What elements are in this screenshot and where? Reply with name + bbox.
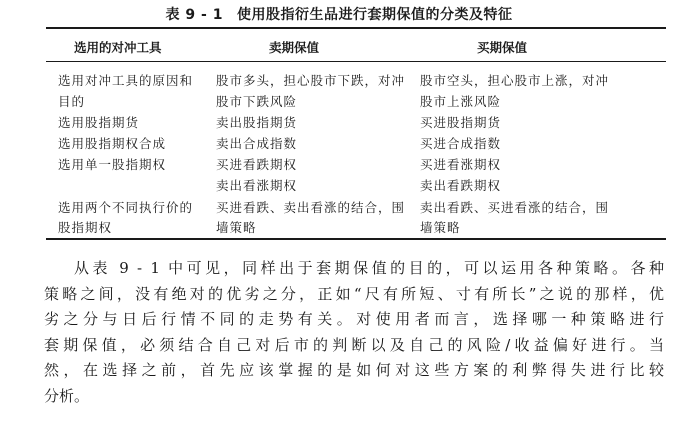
- table-cell-buy: 卖出看跌期权: [420, 178, 502, 193]
- table-cell-tool: 选用股指期权合成: [58, 136, 167, 151]
- header-sell-hedge: 卖期保值: [269, 40, 320, 55]
- table-header-rule: [46, 61, 666, 62]
- header-tool: 选用的对冲工具: [74, 40, 162, 55]
- table-cell-buy: 买进股指期货: [420, 115, 502, 130]
- table-title: 使用股指衍生品进行套期保值的分类及特征: [236, 7, 513, 23]
- table-cell-tool: 股指期权: [58, 220, 113, 235]
- table-top-rule: [46, 27, 666, 29]
- table-cell-sell: 股市下跌风险: [216, 94, 298, 109]
- table-cell-tool: 选用单一股指期权: [58, 157, 167, 172]
- table-caption: [0, 4, 678, 24]
- table-cell-sell: 股市多头，担心股市下跌，对冲: [216, 73, 406, 88]
- table-cell-buy: 墙策略: [420, 220, 461, 235]
- table-cell-sell: 卖出合成指数: [216, 136, 298, 151]
- paragraph-line: 套期保值，必须结合自己对后市的判断以及自己的风险/收益偏好进行。当: [44, 335, 664, 354]
- paragraph-line: 从表 9 - 1 中可见，同样出于套期保值的目的，可以运用各种策略。各种: [74, 259, 664, 277]
- table-number: 表 9 - 1: [165, 7, 223, 23]
- table-cell-sell: 卖出股指期货: [216, 115, 298, 130]
- table-cell-sell: 墙策略: [216, 220, 257, 235]
- table-cell-buy: 股市空头，担心股市上涨，对冲: [420, 73, 610, 88]
- table-cell-tool: 选用对冲工具的原因和: [58, 73, 194, 88]
- paragraph-line: 劣之分与日后行情不同的走势有关。对使用者而言，选择哪一种策略进行: [44, 310, 664, 328]
- table-cell-tool: 选用股指期货: [58, 115, 140, 130]
- paragraph-line: 策略之间，没有绝对的优劣之分，正如“尺有所短、寸有所长”之说的那样，优: [44, 284, 664, 303]
- paragraph-line: 然，在选择之前，首先应该掌握的是如何对这些方案的利弊得失进行比较: [44, 361, 664, 379]
- body-paragraph: [44, 256, 664, 409]
- table-cell-buy: 卖出看跌、买进看涨的结合，围: [420, 200, 610, 215]
- header-buy-hedge: 买期保值: [477, 40, 528, 55]
- table-cell-sell: 买进看跌、卖出看涨的结合，围: [216, 200, 406, 215]
- table-cell-buy: 买进看涨期权: [420, 157, 502, 172]
- table-cell-buy: 股市上涨风险: [420, 94, 502, 109]
- table-cell-buy: 买进合成指数: [420, 136, 502, 151]
- table-cell-sell: 买进看跌期权: [216, 157, 298, 172]
- table-bottom-rule: [46, 238, 666, 240]
- paragraph-line: 分析。: [44, 386, 90, 405]
- table-cell-tool: 选用两个不同执行价的: [58, 200, 194, 215]
- table-cell-tool: 目的: [58, 94, 86, 109]
- strategy-table: [46, 27, 666, 241]
- table-cell-sell: 卖出看涨期权: [216, 178, 298, 193]
